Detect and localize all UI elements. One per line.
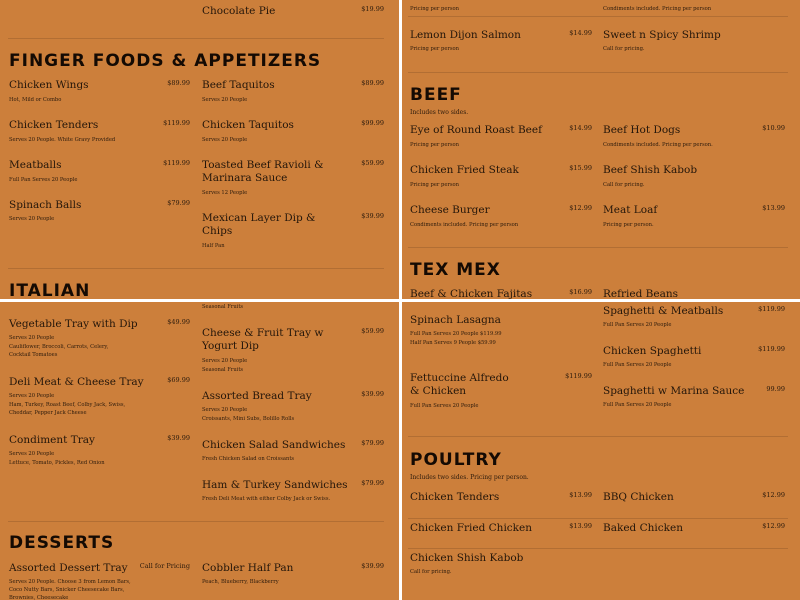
menu-item-desc: Condiments included. Pricing per person (603, 6, 712, 12)
menu-item-price: $79.99 (361, 439, 384, 447)
menu-item-name: Beef Taquitos (202, 79, 275, 91)
section-heading: ITALIAN (9, 281, 91, 299)
menu-item-desc: Seasonal Fruits (202, 304, 244, 310)
divider (408, 16, 788, 17)
menu-item-price: $119.99 (758, 305, 785, 313)
menu-item-price: $59.99 (361, 327, 384, 335)
menu-item-price: $89.99 (361, 79, 384, 87)
menu-item-price: $39.99 (361, 212, 384, 220)
menu-item-desc: Hot, Mild or Combo (9, 97, 62, 103)
menu-item-desc: Call for pricing. (410, 569, 452, 575)
menu-item-name: Toasted Beef Ravioli & Marinara Sauce (202, 159, 324, 184)
menu-item-name: Eye of Round Roast Beef (410, 124, 542, 136)
menu-item-desc: Peach, Blueberry, Blackberry (202, 579, 279, 585)
menu-item-desc: Croissants, Mini Subs, Bolillo Rolls (202, 416, 295, 422)
menu-item-desc: Call for pricing. (603, 182, 645, 188)
menu-item-name: Deli Meat & Cheese Tray (9, 376, 144, 388)
menu-item-price: $16.99 (569, 288, 592, 296)
menu-item-price: $12.99 (569, 204, 592, 212)
menu-item-desc: Serves 20 People (202, 407, 248, 413)
section-subtitle: Includes two sides. (410, 109, 469, 116)
menu-item-desc: Pricing per person (410, 142, 460, 148)
divider (8, 268, 384, 269)
section-heading: BEEF (410, 85, 462, 105)
menu-item-desc: Serves 12 People (202, 190, 248, 196)
menu-item-name: Meatballs (9, 159, 62, 171)
menu-item-name: Condiment Tray (9, 434, 95, 446)
menu-item-desc: Serves 20 People (9, 393, 55, 399)
menu-item-desc: Serves 20 People (202, 97, 248, 103)
menu-item-desc: Fresh Chicken Salad on Croissants (202, 456, 295, 462)
menu-item-name: Chicken Taquitos (202, 119, 294, 131)
menu-page-top-left (0, 0, 399, 299)
menu-item-name: Chocolate Pie (202, 5, 276, 17)
menu-item-name: Chicken Fried Steak (410, 164, 519, 176)
section-heading: FINGER FOODS & APPETIZERS (9, 51, 322, 71)
menu-item-desc: Ham, Turkey, Roast Beef, Colby Jack, Swiss, Cheddar, Pepper Jack Cheese (9, 402, 126, 417)
section-heading: TEX MEX (410, 260, 501, 280)
menu-item-name: Fettuccine Alfredo & Chicken (410, 372, 509, 397)
menu-item-price: $15.99 (569, 164, 592, 172)
menu-item-price: $119.99 (565, 372, 592, 380)
menu-item-name: Beef Shish Kabob (603, 164, 698, 176)
menu-item-desc: Pricing per person (410, 46, 460, 52)
section-heading: POULTRY (410, 450, 502, 470)
menu-item-desc: Pricing per person (410, 6, 460, 12)
menu-item-name: Spinach Balls (9, 199, 82, 211)
menu-item-desc: Seasonal Fruits (202, 367, 244, 373)
menu-item-price: $49.99 (167, 318, 190, 326)
menu-item-desc: Lettuce, Tomato, Pickles, Red Onion (9, 460, 105, 466)
menu-item-price: $10.99 (762, 124, 785, 132)
menu-item-name: Chicken Spaghetti (603, 345, 702, 357)
menu-item-price: $14.99 (569, 124, 592, 132)
menu-item-desc: Pricing per person. (603, 222, 654, 228)
menu-item-price: $19.99 (361, 5, 384, 13)
menu-item-price: $39.99 (361, 390, 384, 398)
menu-item-price: $69.99 (167, 376, 190, 384)
menu-item-price: Call for Pricing (139, 562, 190, 570)
menu-item-name: Chicken Fried Chicken (410, 522, 533, 534)
menu-page-bottom-left (0, 302, 399, 600)
menu-item-name: Assorted Bread Tray (202, 390, 312, 402)
divider (8, 38, 384, 39)
menu-item-desc: Cauliflower, Broccoli, Carrots, Celery, Cocktail Tomatoes (9, 344, 109, 359)
section-heading: DESSERTS (9, 533, 115, 553)
menu-item-desc: Full Pan Serves 20 People (603, 402, 672, 408)
divider (408, 518, 788, 519)
menu-item-name: Spaghetti & Meatballs (603, 305, 724, 317)
menu-item-desc: Full Pan Serves 20 People (603, 322, 672, 328)
menu-item-name: Ham & Turkey Sandwiches (202, 479, 348, 491)
menu-item-desc: Full Pan Serves 20 People (603, 362, 672, 368)
menu-item-name: Chicken Tenders (410, 491, 500, 503)
menu-item-name: Meat Loaf (603, 204, 658, 216)
menu-item-desc: Serves 20 People (202, 137, 248, 143)
divider (8, 521, 384, 522)
menu-item-price: $14.99 (569, 29, 592, 37)
menu-item-price: $99.99 (361, 119, 384, 127)
menu-item-desc: Fresh Deli Meat with either Colby Jack or Swiss. (202, 496, 331, 502)
menu-item-desc: Full Pan Serves 20 People (9, 177, 78, 183)
menu-item-price: $39.99 (361, 562, 384, 570)
menu-item-price: $12.99 (762, 491, 785, 499)
menu-item-desc: Call for pricing. (603, 46, 645, 52)
section-subtitle: Includes two sides. Pricing per person. (410, 474, 529, 481)
menu-item-price: $79.99 (361, 479, 384, 487)
menu-item-price: $119.99 (758, 345, 785, 353)
menu-item-name: Chicken Tenders (9, 119, 99, 131)
menu-item-name: Spaghetti w Marina Sauce (603, 385, 745, 397)
menu-item-desc: Condiments included. Pricing per person (410, 222, 519, 228)
menu-item-name: Refried Beans (603, 288, 678, 299)
menu-item-price: $59.99 (361, 159, 384, 167)
menu-item-price: $13.99 (569, 522, 592, 530)
menu-page-bottom-right (402, 302, 800, 600)
menu-item-name: Chicken Wings (9, 79, 89, 91)
menu-item-desc: Serves 20 People (9, 216, 55, 222)
menu-item-name: Assorted Dessert Tray (9, 562, 128, 574)
menu-item-desc: Pricing per person (410, 182, 460, 188)
menu-item-price: $39.99 (167, 434, 190, 442)
menu-item-name: Baked Chicken (603, 522, 683, 534)
menu-item-desc: Half Pan (202, 243, 225, 249)
divider (408, 548, 788, 549)
menu-item-name: Chicken Shish Kabob (410, 552, 524, 564)
menu-item-price: $119.99 (163, 119, 190, 127)
menu-item-name: Lemon Dijon Salmon (410, 29, 521, 41)
menu-item-desc: Condiments included. Pricing per person. (603, 142, 713, 148)
menu-item-name: Cheese & Fruit Tray w Yogurt Dip (202, 327, 324, 352)
menu-item-name: BBQ Chicken (603, 491, 674, 503)
menu-item-name: Mexican Layer Dip & Chips (202, 212, 316, 237)
menu-item-price: $79.99 (167, 199, 190, 207)
menu-item-name: Cobbler Half Pan (202, 562, 294, 574)
menu-item-desc: Serves 20 People (9, 451, 55, 457)
menu-item-name: Sweet n Spicy Shrimp (603, 29, 721, 41)
menu-item-desc: Half Pan Serves 9 People $59.99 (410, 340, 496, 346)
menu-item-price: $13.99 (569, 491, 592, 499)
menu-item-desc: Serves 20 People (9, 335, 55, 341)
divider (408, 72, 788, 73)
menu-item-price: $12.99 (762, 522, 785, 530)
menu-item-name: Chicken Salad Sandwiches (202, 439, 346, 451)
menu-item-price: 99.99 (766, 385, 785, 393)
menu-item-name: Vegetable Tray with Dip (9, 318, 138, 330)
menu-item-name: Cheese Burger (410, 204, 490, 216)
menu-item-price: $89.99 (167, 79, 190, 87)
divider (408, 436, 788, 437)
menu-item-desc: Serves 20 People (202, 358, 248, 364)
menu-item-price: $119.99 (163, 159, 190, 167)
divider (408, 247, 788, 248)
menu-item-desc: Full Pan Serves 20 People $119.99 (410, 331, 502, 337)
menu-item-name: Beef & Chicken Fajitas (410, 288, 533, 299)
menu-item-desc: Serves 20 People. White Gravy Provided (9, 137, 116, 143)
menu-item-price: $13.99 (762, 204, 785, 212)
menu-page-top-right (402, 0, 800, 299)
menu-item-desc: Full Pan Serves 20 People (410, 403, 479, 409)
menu-item-desc: Serves 20 People. Choose 3 from Lemon Bars, Coco Nutty Bars, Snicker Cheesecake Bars, Brownies, Cheesecake (9, 579, 131, 600)
menu-item-name: Beef Hot Dogs (603, 124, 681, 136)
menu-item-name: Spinach Lasagna (410, 314, 501, 326)
